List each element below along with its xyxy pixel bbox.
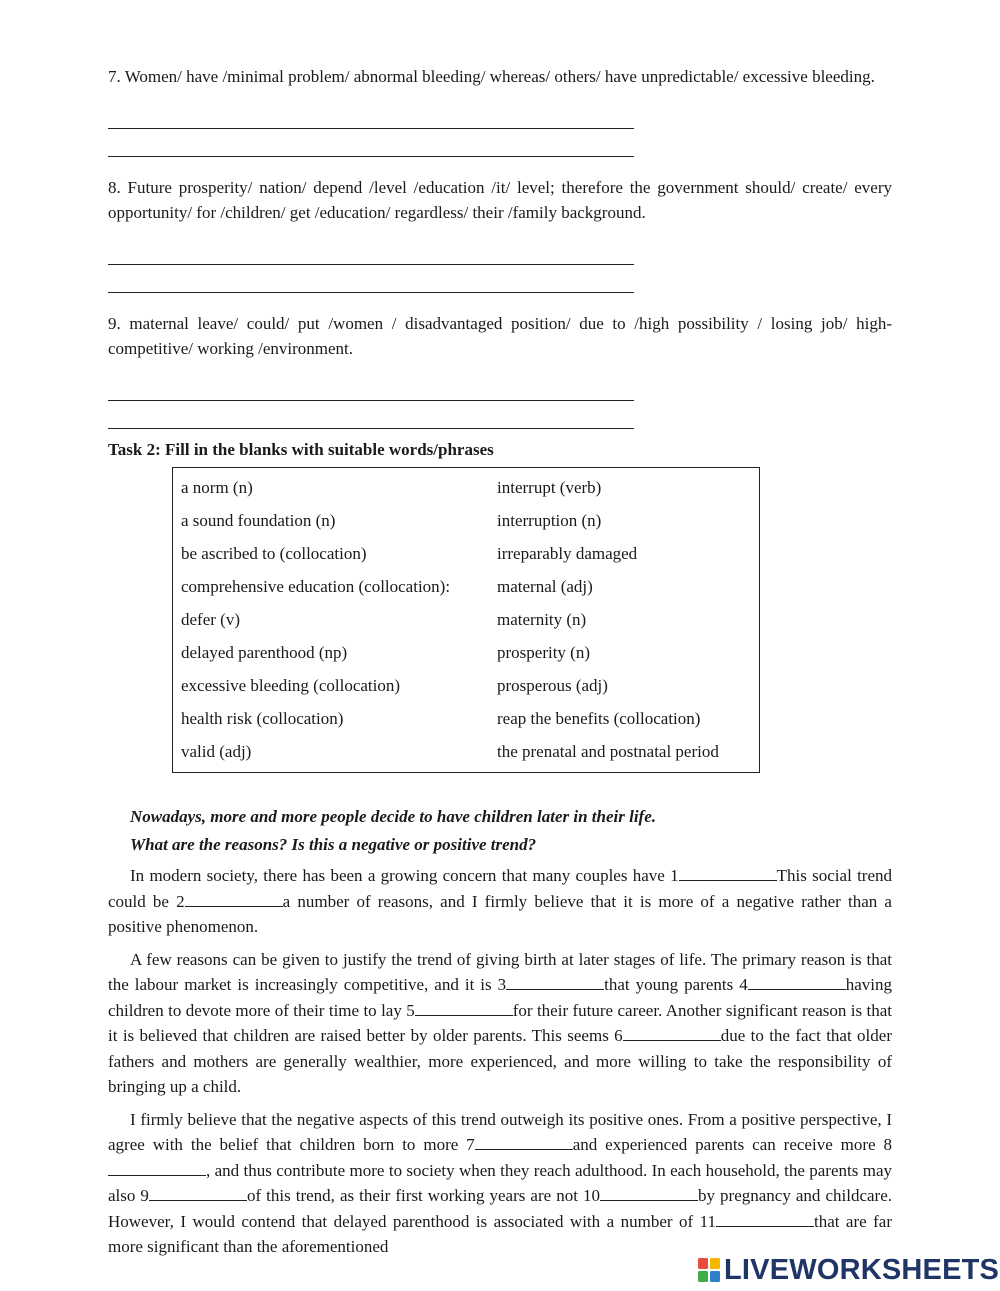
question-8 (108, 175, 892, 293)
vocabulary-row (181, 669, 751, 702)
blank-1[interactable] (679, 863, 777, 881)
essay-paragraph-3 (108, 1107, 892, 1260)
blank-8[interactable] (108, 1158, 206, 1176)
vocabulary-row (181, 504, 751, 537)
essay-prompt-line-1: Nowadays, more and more people decide to have children later in their life. (130, 807, 657, 826)
blank-2[interactable] (185, 889, 283, 907)
blank-6[interactable] (623, 1023, 721, 1041)
blank-10[interactable] (600, 1183, 698, 1201)
essay-text: This social trend could be 2 (108, 866, 893, 911)
blank-9[interactable] (149, 1183, 247, 1201)
vocabulary-term: be ascribed to (collocation) (181, 544, 367, 563)
liveworksheets-logo-icon (698, 1258, 720, 1282)
vocabulary-row (181, 702, 751, 735)
vocabulary-term: defer (v) (181, 610, 240, 629)
question-9 (108, 311, 892, 429)
vocabulary-term: maternity (n) (497, 610, 587, 629)
essay-text: I firmly believe that the negative aspects of this trend outweigh its positive ones. From a positive perspective, I agree with the belief that children born to more 7 (108, 1109, 892, 1154)
blank-5[interactable] (415, 998, 513, 1016)
answer-line[interactable] (108, 237, 634, 265)
essay-paragraph-1 (108, 863, 892, 940)
answer-line[interactable] (108, 101, 634, 129)
vocabulary-term: a norm (n) (181, 478, 253, 497)
question-text: 8. Future prosperity/ nation/ depend /level /education /it/ level; therefore the government should/ create/ every opportunity/ for /children/ get /education/ regardless/ their /family background. (108, 178, 892, 222)
vocabulary-term: interruption (n) (497, 511, 602, 530)
essay-prompt-line-2: What are the reasons? Is this a negative or positive trend? (130, 835, 537, 854)
answer-line[interactable] (108, 373, 634, 401)
essay-text: a number of reasons, and I firmly believe that it is more of a negative rather than a positive phenomenon. (108, 891, 892, 936)
vocabulary-table (181, 471, 751, 768)
vocabulary-term: a sound foundation (n) (181, 511, 336, 530)
essay-text: In modern society, there has been a growing concern that many couples have 1 (130, 866, 679, 885)
vocabulary-term: prosperity (n) (497, 643, 591, 662)
vocabulary-term: the prenatal and postnatal period (497, 742, 719, 761)
vocabulary-term: valid (adj) (181, 742, 252, 761)
vocabulary-term: maternal (adj) (497, 577, 593, 596)
essay-text: for their future career. Another significant reason is that it is believed that children are raised better by older parents. This seems 6 (108, 1000, 892, 1045)
blank-7[interactable] (475, 1132, 573, 1150)
vocabulary-row (181, 735, 751, 768)
blank-11[interactable] (716, 1209, 814, 1227)
essay-text: A few reasons can be given to justify the trend of giving birth at later stages of life. The primary reason is that the labour market is increasingly competitive, and it is 3 (108, 949, 892, 994)
vocabulary-row (181, 570, 751, 603)
vocabulary-term: delayed parenthood (np) (181, 643, 348, 662)
vocabulary-row (181, 636, 751, 669)
vocabulary-row (181, 603, 751, 636)
essay-text: by pregnancy and childcare. However, I would contend that delayed parenthood is associated with a number of 11 (108, 1186, 892, 1231)
blank-3[interactable] (506, 972, 604, 990)
vocabulary-term: health risk (collocation) (181, 709, 344, 728)
worksheet-page (108, 64, 892, 1267)
task2-title: Task 2: Fill in the blanks with suitable words/phrases (108, 440, 494, 459)
vocabulary-row (181, 537, 751, 570)
vocabulary-row (181, 471, 751, 504)
essay-text: of this trend, as their first working years are not 10 (246, 1186, 600, 1205)
essay-text: that are far more significant than the aforementioned (108, 1211, 892, 1256)
essay-text: due to the fact that older fathers and mothers are generally wealthier, more experienced, and more willing to take the responsibility of bringing up a child. (108, 1026, 892, 1096)
question-text: 7. Women/ have /minimal problem/ abnormal bleeding/ whereas/ others/ have unpredictable/ excessive bleeding. (108, 67, 875, 86)
answer-line[interactable] (108, 265, 634, 293)
essay-text: that young parents 4 (604, 975, 748, 994)
essay-text: having children to devote more of their time to lay 5 (108, 975, 892, 1020)
vocabulary-term: interrupt (verb) (497, 478, 602, 497)
vocabulary-term: prosperous (adj) (497, 676, 608, 695)
liveworksheets-logo[interactable] (698, 1252, 999, 1288)
essay-paragraph-2 (108, 947, 892, 1100)
essay-text: , and thus contribute more to society when they reach adulthood. In each household, the parents may also 9 (108, 1160, 892, 1205)
answer-line[interactable] (108, 129, 634, 157)
answer-line[interactable] (108, 401, 634, 429)
vocabulary-term: excessive bleeding (collocation) (181, 676, 401, 695)
vocabulary-term: comprehensive education (collocation): (181, 577, 451, 596)
vocabulary-term: reap the benefits (collocation) (497, 709, 701, 728)
vocabulary-box (172, 467, 760, 773)
question-text: 9. maternal leave/ could/ put /women / disadvantaged position/ due to /high possibility / losing job/ high-competitive/ working /environment. (108, 314, 892, 358)
blank-4[interactable] (748, 972, 846, 990)
liveworksheets-wordmark: LIVEWORKSHEETS (724, 1253, 1000, 1286)
essay-text: and experienced parents can receive more 8 (572, 1135, 892, 1154)
question-7 (108, 64, 892, 157)
vocabulary-term: irreparably damaged (497, 544, 638, 563)
